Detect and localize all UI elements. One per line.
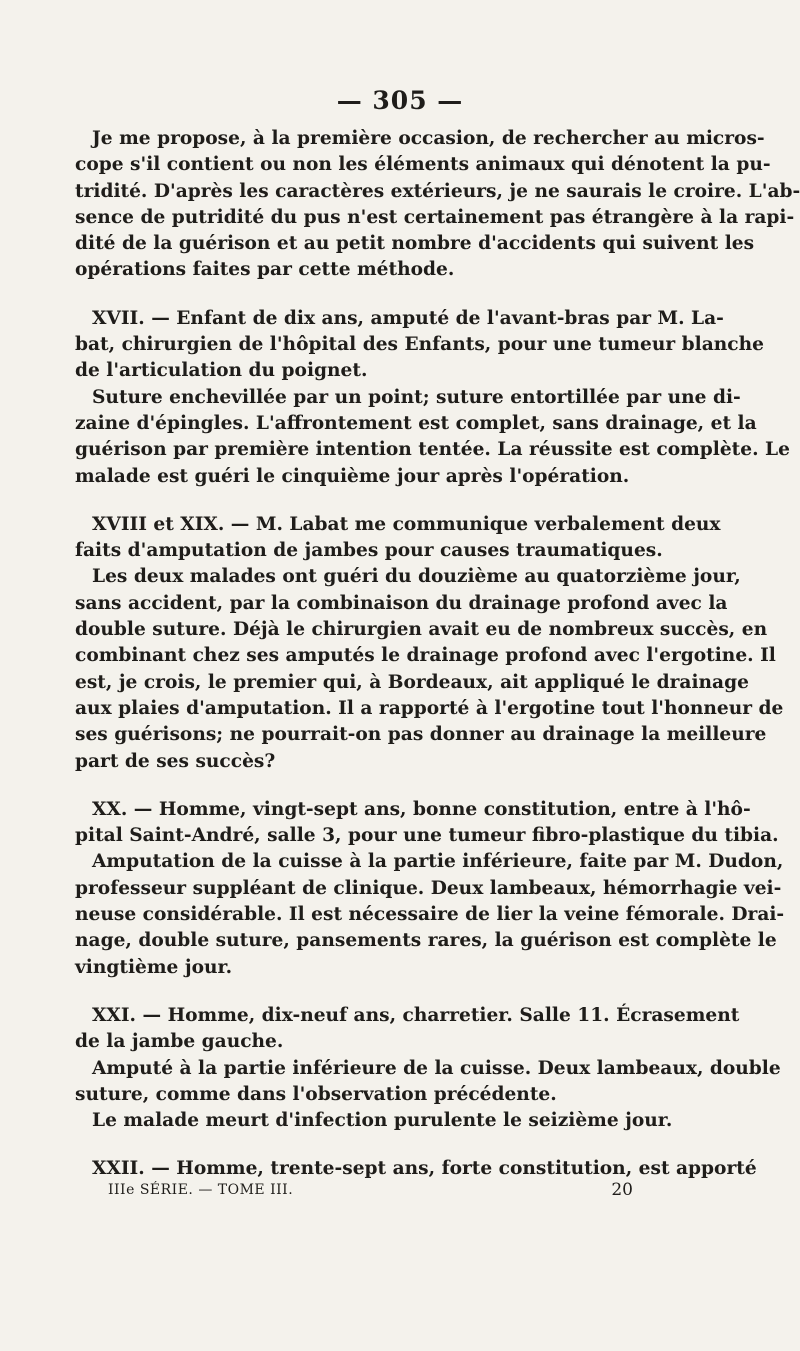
text-line: opérations faites par cette méthode. (75, 259, 455, 281)
text-line: part de ses succès? (75, 750, 276, 772)
text-line: Les deux malades ont guéri du douzième au quatorzième jour, (92, 566, 741, 588)
observation-heading-line: XVII. — Enfant de dix ans, amputé de l'avant-bras par M. La- (92, 307, 724, 329)
observation-heading-line: XXII. — Homme, trente-sept ans, forte constitution, est apporté (92, 1158, 757, 1180)
text-line: guérison par première intention tentée. La réussite est complète. Le (75, 439, 790, 461)
text-line: dité de la guérison et au petit nombre d'accidents qui suivent les (75, 233, 755, 255)
series-volume-label: IIIe SÉRIE. — TOME III. (108, 1182, 294, 1198)
page-footer (108, 1176, 633, 1204)
text-line: Amputé à la partie inférieure de la cuisse. Deux lambeaux, double (92, 1057, 781, 1079)
text-line: sence de putridité du pus n'est certainement pas étrangère à la rapi- (75, 206, 795, 228)
text-line: double suture. Déjà le chirurgien avait eu de nombreux succès, en (75, 619, 768, 641)
text-line: bat, chirurgien de l'hôpital des Enfants, pour une tumeur blanche (75, 334, 764, 356)
text-line: neuse considérable. Il est nécessaire de lier la veine fémorale. Drai- (75, 904, 785, 926)
text-line: vingtième jour. (75, 956, 233, 978)
text-line: de l'articulation du poignet. (75, 360, 368, 382)
text-line: Amputation de la cuisse à la partie inférieure, faite par M. Dudon, (92, 851, 784, 873)
page-number: — 305 — (336, 86, 464, 115)
text-line: zaine d'épingles. L'affrontement est complet, sans drainage, et la (75, 412, 757, 434)
observation-heading-line: XX. — Homme, vingt-sept ans, bonne constitution, entre à l'hô- (92, 798, 751, 820)
body-text (75, 126, 800, 1183)
text-line: est, je crois, le premier qui, à Bordeaux, ait appliqué le drainage (75, 671, 749, 693)
text-line: suture, comme dans l'observation précédente. (75, 1083, 557, 1105)
text-line: Le malade meurt d'infection purulente le seizième jour. (92, 1110, 673, 1132)
observation-heading-line: XVIII et XIX. — M. Labat me communique verbalement deux (92, 513, 721, 535)
text-line: ses guérisons; ne pourrait-on pas donner au drainage la meilleure (75, 724, 767, 746)
signature-mark: 20 (611, 1180, 633, 1200)
text-line: cope s'il contient ou non les éléments animaux qui dénotent la pu- (75, 154, 771, 176)
text-line: faits d'amputation de jambes pour causes traumatiques. (75, 540, 663, 562)
observation-heading-line: XXI. — Homme, dix-neuf ans, charretier. Salle 11. Écrasement (92, 1004, 740, 1026)
text-line: tridité. D'après les caractères extérieurs, je ne saurais le croire. L'ab- (75, 180, 800, 202)
text-line: sans accident, par la combinaison du drainage profond avec la (75, 592, 728, 614)
text-line: de la jambe gauche. (75, 1031, 284, 1053)
text-line: pital Saint-André, salle 3, pour une tumeur fibro-plastique du tibia. (75, 825, 779, 847)
text-line: professeur suppléant de clinique. Deux lambeaux, hémorrhagie vei- (75, 877, 782, 899)
text-line: combinant chez ses amputés le drainage profond avec l'ergotine. Il (75, 645, 776, 667)
text-line: nage, double suture, pansements rares, la guérison est complète le (75, 930, 777, 952)
text-line: malade est guéri le cinquième jour après l'opération. (75, 465, 630, 487)
text-line: Je me propose, à la première occasion, de rechercher au micros- (92, 128, 765, 149)
text-line: aux plaies d'amputation. Il a rapporté à l'ergotine tout l'honneur de (75, 697, 784, 719)
text-line: Suture enchevillée par un point; suture entortillée par une di- (92, 386, 741, 408)
